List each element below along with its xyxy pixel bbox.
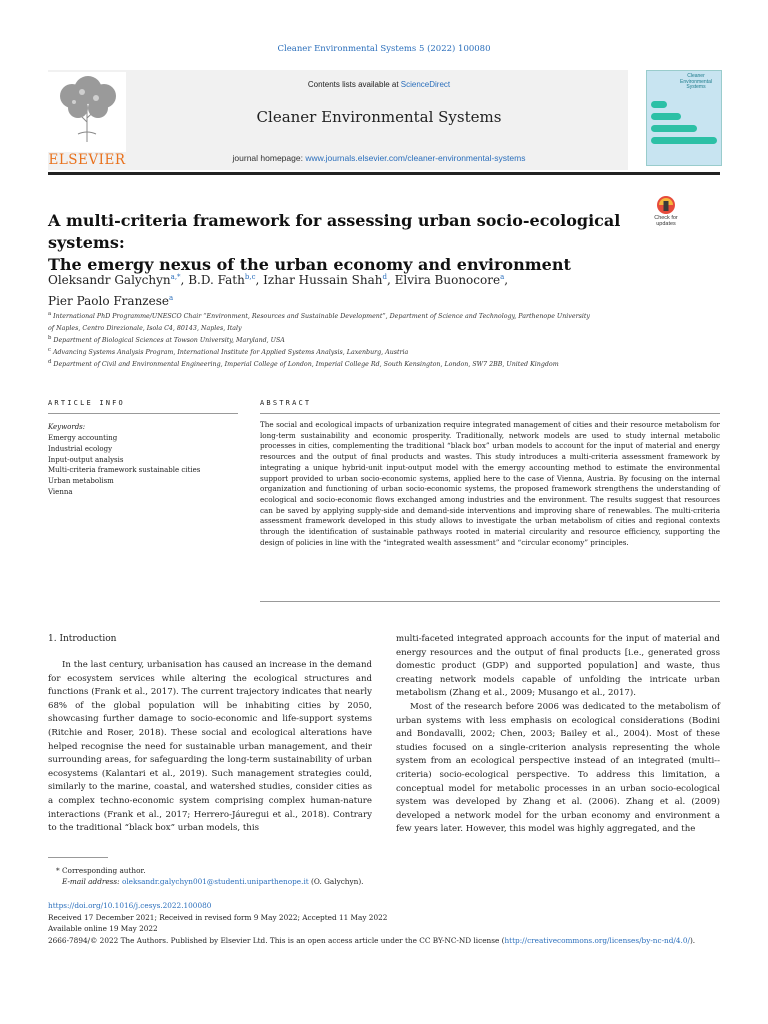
author[interactable]: Pier Paolo Franzese$^a$ <box>48 294 174 308</box>
affiliation: $^d$ Department of Civil and Environmental Engineering, Imperial College of London, Imperial College Rd, South Kensington, London, SW7 2BB, United Kingdom <box>48 358 559 368</box>
license-link[interactable]: http://creativecommons.org/licenses/by-nc-nd/4.0/ <box>504 935 690 945</box>
cover-bar <box>651 125 697 132</box>
journal-homepage <box>130 153 628 163</box>
email-suffix: (O. Galychyn). <box>308 877 364 886</box>
keyword-list <box>48 433 228 498</box>
keyword: Emergy accounting <box>48 434 118 442</box>
abstract-rule <box>260 413 720 414</box>
intro-right-column <box>396 633 720 837</box>
cover-bar <box>651 101 667 108</box>
author[interactable]: Elvira Buonocore$^a$ <box>394 273 505 287</box>
journal-title: Cleaner Environmental Systems <box>256 108 502 126</box>
intro-left-column <box>48 659 372 836</box>
keyword: Multi-criteria framework sustainable cities <box>48 466 201 475</box>
affiliations <box>48 310 678 369</box>
received-dates: Received 17 December 2021; Received in revised form 9 May 2022; Accepted 11 May 2022 <box>48 912 388 922</box>
paper-title-line-2: The emergy nexus of the urban economy and environment <box>48 255 571 274</box>
author[interactable]: Izhar Hussain Shah$^d$ <box>263 273 387 287</box>
affiliation: of Naples, Centro Direzionale, Isola C4, 80143, Naples, Italy <box>48 324 242 332</box>
elsevier-wordmark[interactable]: ELSEVIER <box>48 152 126 168</box>
introduction-heading: 1. Introduction <box>48 634 117 644</box>
email-link[interactable]: oleksandr.galychyn001@studenti.uniparthenope.it <box>121 877 309 886</box>
affiliation: $^b$ Department of Biological Sciences at Towson University, Maryland, USA <box>48 334 285 344</box>
license-text: 2666-7894/© 2022 The Authors. Published by Elsevier Ltd. This is an open access article under the CC BY-NC-ND license (http://creativecommons.org/licenses/by-nc-nd/4.0/). <box>48 935 696 945</box>
abstract-text: The social and ecological impacts of urbanization require integrated management of cities and their resource metabolism for long-term sustainability and economic prosperity. Traditionally, network models are used to study internal metabolic processes in cities, complementing the traditional “black box” urban models to account for the input of material and energy resources and the output of final products and wastes. This study introduces a multi-criteria assessment framework by integrating a unique hybrid-unit input-output model with the emergy accounting method to estimate the environmental support provided to urban socio-economic systems, applied here to the case of Vienna, Austria. By focusing on the internal organization and functioning of urban socio-economic systems, the proposed framework strengthens the understanding of ecological and socio-economic flows exchanged among industries and the environment. The results suggest that resources can be saved by applying supply-side and demand-side interventions and improving share of renewables. The multi-criteria assessment framework developed in this study allows to investigate the urban metabolism of cities and regional contexts through the identification of sustainable pathways rooted in material circularity and resource efficiency, supporting the design of policies in line with the “integrated wealth assessment” and “circular economy” principles. <box>260 420 720 547</box>
check-updates-label: Check for updates <box>654 215 678 227</box>
sciencedirect-link[interactable]: ScienceDirect <box>400 80 451 89</box>
journal-cover-thumbnail[interactable] <box>646 70 722 166</box>
keyword: Input-output analysis <box>48 455 124 464</box>
email-note <box>48 876 720 887</box>
cover-bar <box>651 113 681 120</box>
paper-title-line-1: A multi-criteria framework for assessing urban socio-ecological systems: <box>48 211 621 252</box>
intro-paragraph: In the last century, urbanisation has caused an increase in the demand for ecosystem services while altering the ecological structures and functions (Frank et al., 2017). The current trajectory indicates that nearly 68% of the global population will be inhabiting cities by 2050, showcasing further damage to socio-economic and life-support systems (Ritchie and Roser, 2018). These social and ecological alterations have helped recognise the need for sustainable urban management, and their surrounding areas, for safeguarding the long-term sustainability of urban ecosystems (Kalantari et al., 2019). Such management strategies could, similarly to the marine, coastal, and watershed studies, consider cities as a complex techno-economic system comprising complex human-nature interactions (Frank et al., 2017; Herrero-Jáuregui et al., 2018). Contrary to the traditional “black box” urban models, this <box>48 660 372 834</box>
homepage-label: journal homepage: <box>232 153 306 163</box>
intro-paragraph: multi-faceted integrated approach accounts for the input of material and energy resources and the output of final products [i.e., generated gross domestic product (GDP) and supported population] and waste, thus creating network models capable of unfolding the intricate urban metabolism (Zhang et al., 2009; Musango et al., 2017). <box>396 634 720 699</box>
corresponding-author-note: * Corresponding author. <box>56 866 146 875</box>
intro-paragraph: Most of the research before 2006 was dedicated to the metabolism of urban systems with less emphasis on ecological considerations (Bodini and Bondavalli, 2002; Chen, 2003; Bailey et al., 2004). Most of these studies focused on a single-criterion analysis representing the whole system from an ecological perspective instead of an integrated (multi--criteria) socio-ecological perspective. To address this limitation, a conceptual model for metabolic processes in an urban socio-ecological system was developed by Zhang et al. (2006). Zhang et al. (2009) developed a network model for the urban economy and environment a few years later. However, this model was highly aggregated, and the <box>396 701 720 835</box>
check-for-updates-badge[interactable] <box>646 193 686 229</box>
keyword: Industrial ecology <box>48 444 113 453</box>
publication-info <box>48 900 720 946</box>
article-info-rule <box>48 413 238 414</box>
doi-link[interactable]: https://doi.org/10.1016/j.cesys.2022.100080 <box>48 901 212 910</box>
affiliation: $^c$ Advancing Systems Analysis Program, International Institute for Applied Systems Analysis, Laxenburg, Austria <box>48 346 409 356</box>
contents-prefix: Contents lists available at <box>307 80 401 89</box>
journal-reference[interactable]: Cleaner Environmental Systems 5 (2022) 100080 <box>277 44 491 54</box>
author[interactable]: Oleksandr Galychyn$^{a,*}$ <box>48 273 181 287</box>
paper-title <box>48 210 628 276</box>
abstract-heading: ABSTRACT <box>260 399 312 407</box>
cover-title: Cleaner Environmental Systems <box>680 73 712 90</box>
header-divider <box>48 172 720 175</box>
keyword: Urban metabolism <box>48 477 114 486</box>
contents-line <box>130 80 628 89</box>
keywords-label: Keywords: <box>48 423 86 431</box>
article-info-heading: ARTICLE INFO <box>48 399 125 407</box>
footnote-rule <box>48 857 108 858</box>
homepage-link[interactable]: www.journals.elsevier.com/cleaner-environmental-systems <box>305 153 526 163</box>
abstract-bottom-rule <box>260 601 720 602</box>
keyword: Vienna <box>48 487 73 496</box>
author[interactable]: B.D. Fath$^{b,c}$ <box>188 273 256 287</box>
footnotes <box>48 865 720 887</box>
cover-bar <box>651 137 717 144</box>
email-label: E-mail address: <box>62 877 122 886</box>
available-online: Available online 19 May 2022 <box>48 924 158 933</box>
affiliation: $^a$ International PhD Programme/UNESCO Chair “Environment, Resources and Sustainable Development”, Department of Science and Technology, Parthenope University <box>48 311 590 321</box>
author-list: Oleksandr Galychyn$^{a,*}$, B.D. Fath$^{b,c}$, Izhar Hussain Shah$^d$, Elvira Buonocore$^a$, Pier Paolo Franzese$^a$ <box>48 273 509 308</box>
